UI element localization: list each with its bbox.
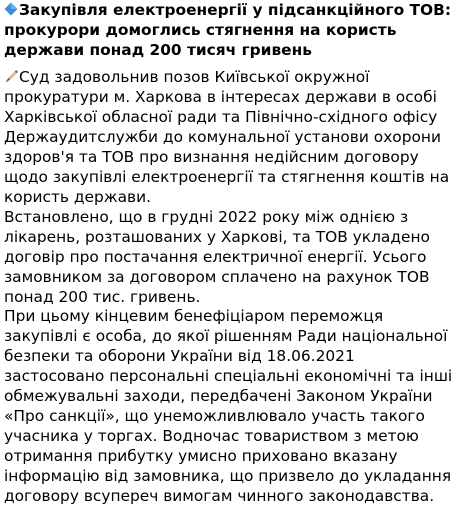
blue-diamond-icon — [4, 2, 18, 16]
paragraph-sanctions: При цьому кінцевим бенефіціаром переможця закупівлі є особа, до якої рішенням Ради національної безпеки та оборони України від 18.06.2021 застосовано персональні спеціальні економічні та інші обмежувальні заходи, передбачені Законом України «Про санкції», що унеможливлювало участь такого учасника у торгах. Водночас товариством з метою отримання прибутку умисно приховано вказану інформацію від замовника, що призвело до укладання договору всупереч вимогам чинного законодавства. — [4, 307, 453, 505]
paragraph-text: Суд задовольнив позов Київської окружної прокуратури м. Харкова в інтересах держави в особі Харківської обласної ради та Північно-східного офісу Держаудитслужби до комунальної установи охорони здоров'я та ТОВ про визнання недійсним договору щодо закупівлі електроенергії та стягнення коштів на користь держави. — [4, 68, 450, 206]
post-headline — [4, 0, 454, 60]
paragraph-court-ruling — [4, 67, 454, 207]
headline-text: Закупівля електроенергії у підсанкційного ТОВ: прокурори домоглись стягнення на користь держави понад 200 тисяч гривень — [4, 1, 451, 59]
pencil-icon — [4, 69, 19, 84]
paragraph-contract-details: Встановлено, що в грудні 2022 року між однією з лікарень, розташованих у Харкові, та ТОВ укладено договір про постачання електричної енергії. Усього замовником за договором сплачено на рахунок ТОВ понад 200 тис. гривень. — [4, 208, 430, 306]
